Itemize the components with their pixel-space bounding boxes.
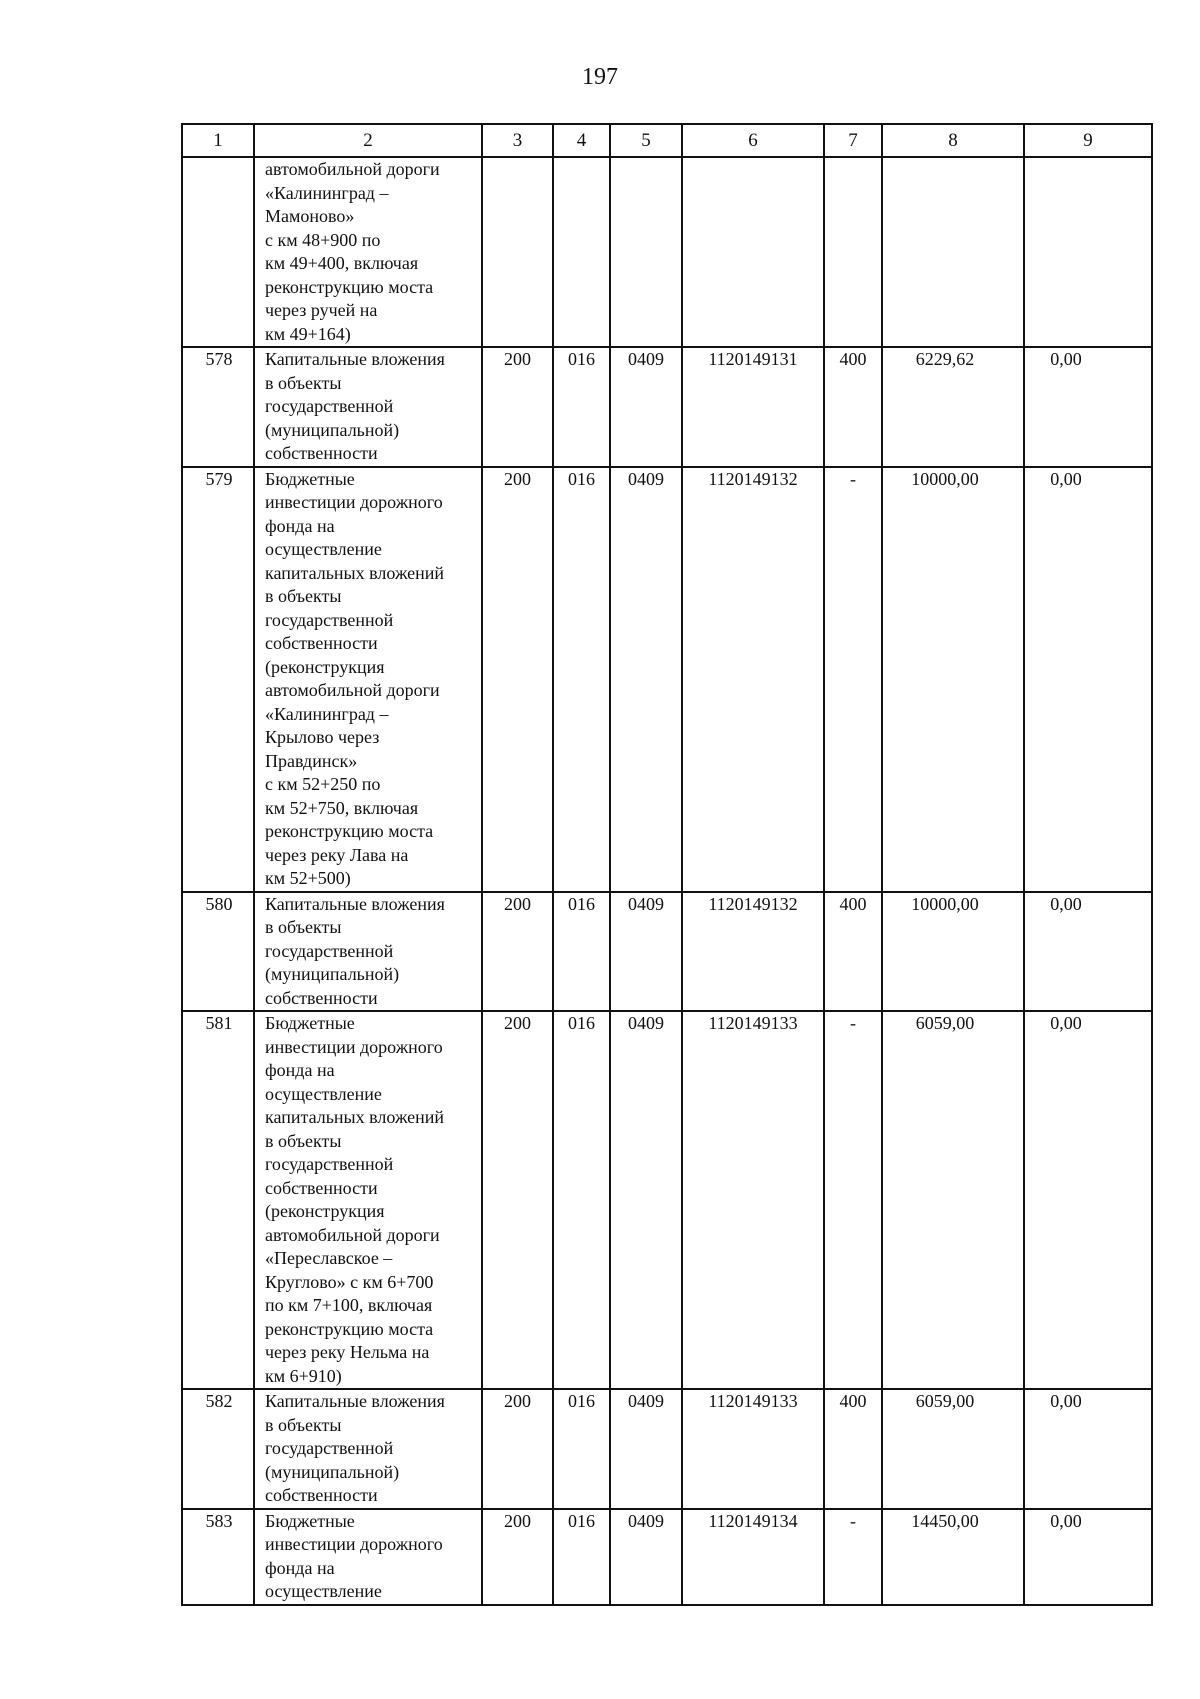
cell-col7: - bbox=[824, 1509, 882, 1605]
cell-col5: 0409 bbox=[610, 1389, 682, 1509]
cell-col7: 400 bbox=[824, 347, 882, 467]
cell-col7: - bbox=[824, 467, 882, 892]
cell-col8: 6229,62 bbox=[882, 347, 1024, 467]
cell-col4: 016 bbox=[553, 347, 610, 467]
row-description bbox=[254, 1011, 482, 1389]
page-number: 197 bbox=[582, 64, 618, 90]
cell-col3 bbox=[482, 157, 553, 347]
description-text: автомобильной дороги «Калининград – Мамоново» с км 48+900 по км 49+400, включая реконструкцию моста через ручей на км 49+164) bbox=[265, 159, 440, 344]
column-header: 3 bbox=[482, 124, 553, 157]
column-header: 1 bbox=[182, 124, 254, 157]
cell-col9: 0,00 bbox=[1024, 1389, 1152, 1509]
cell-col8: 14450,00 bbox=[882, 1509, 1024, 1605]
table-row bbox=[182, 157, 1152, 347]
cell-col5: 0409 bbox=[610, 347, 682, 467]
description-text: Бюджетные инвестиции дорожного фонда на осуществление bbox=[265, 1510, 443, 1601]
cell-col6: 1120149133 bbox=[682, 1011, 824, 1389]
row-number: 578 bbox=[182, 347, 254, 467]
description-text: Капитальные вложения в объекты государственной (муниципальной) собственности bbox=[265, 349, 445, 463]
cell-col3: 200 bbox=[482, 1011, 553, 1389]
cell-col9 bbox=[1024, 157, 1152, 347]
row-number: 581 bbox=[182, 1011, 254, 1389]
column-header: 9 bbox=[1024, 124, 1152, 157]
cell-col4: 016 bbox=[553, 892, 610, 1012]
cell-col4: 016 bbox=[553, 1011, 610, 1389]
cell-col6: 1120149134 bbox=[682, 1509, 824, 1605]
cell-col8: 10000,00 bbox=[882, 467, 1024, 892]
budget-table bbox=[181, 123, 1153, 1606]
column-header: 4 bbox=[553, 124, 610, 157]
cell-col7: - bbox=[824, 1011, 882, 1389]
cell-col6: 1120149132 bbox=[682, 892, 824, 1012]
row-number: 582 bbox=[182, 1389, 254, 1509]
column-header: 5 bbox=[610, 124, 682, 157]
cell-col8: 6059,00 bbox=[882, 1011, 1024, 1389]
row-number: 579 bbox=[182, 467, 254, 892]
cell-col6: 1120149133 bbox=[682, 1389, 824, 1509]
cell-col3: 200 bbox=[482, 1389, 553, 1509]
cell-col9: 0,00 bbox=[1024, 347, 1152, 467]
table-header-row bbox=[182, 124, 1152, 157]
description-text: Бюджетные инвестиции дорожного фонда на осуществление капитальных вложений в объекты государственной собственности (реконструкция автомобильной дороги «Калининград – Крылово через Правдинск» с км 52+250 по км 52+750, включая реконструкцию моста через реку Лава на км 52+500) bbox=[265, 468, 445, 888]
table-row bbox=[182, 892, 1152, 1012]
row-description bbox=[254, 467, 482, 892]
cell-col8 bbox=[882, 157, 1024, 347]
cell-col4 bbox=[553, 157, 610, 347]
cell-col7: 400 bbox=[824, 1389, 882, 1509]
description-text: Бюджетные инвестиции дорожного фонда на осуществление капитальных вложений в объекты государственной собственности (реконструкция автомобильной дороги «Переславское – Круглово» с км 6+700 по км 7+100, включая реконструкцию моста через реку Нельма на км 6+910) bbox=[265, 1013, 445, 1386]
table-row bbox=[182, 1389, 1152, 1509]
cell-col9: 0,00 bbox=[1024, 467, 1152, 892]
cell-col6: 1120149131 bbox=[682, 347, 824, 467]
column-header: 2 bbox=[254, 124, 482, 157]
row-description bbox=[254, 1389, 482, 1509]
cell-col3: 200 bbox=[482, 1509, 553, 1605]
cell-col3: 200 bbox=[482, 467, 553, 892]
table-row bbox=[182, 467, 1152, 892]
table-row bbox=[182, 347, 1152, 467]
cell-col9: 0,00 bbox=[1024, 1011, 1152, 1389]
row-description bbox=[254, 1509, 482, 1605]
cell-col3: 200 bbox=[482, 347, 553, 467]
cell-col3: 200 bbox=[482, 892, 553, 1012]
cell-col9: 0,00 bbox=[1024, 1509, 1152, 1605]
description-text: Капитальные вложения в объекты государственной (муниципальной) собственности bbox=[265, 893, 445, 1008]
cell-col7: 400 bbox=[824, 892, 882, 1012]
description-text: Капитальные вложения в объекты государственной (муниципальной) собственности bbox=[265, 1391, 445, 1505]
cell-col5: 0409 bbox=[610, 467, 682, 892]
column-header: 6 bbox=[682, 124, 824, 157]
cell-col5: 0409 bbox=[610, 1509, 682, 1605]
cell-col6 bbox=[682, 157, 824, 347]
cell-col9: 0,00 bbox=[1024, 892, 1152, 1012]
column-header: 7 bbox=[824, 124, 882, 157]
cell-col5: 0409 bbox=[610, 892, 682, 1012]
cell-col8: 6059,00 bbox=[882, 1389, 1024, 1509]
cell-col4: 016 bbox=[553, 1509, 610, 1605]
cell-col7 bbox=[824, 157, 882, 347]
row-description bbox=[254, 892, 482, 1012]
cell-col8: 10000,00 bbox=[882, 892, 1024, 1012]
column-header: 8 bbox=[882, 124, 1024, 157]
table-row bbox=[182, 1509, 1152, 1605]
row-number bbox=[182, 157, 254, 347]
table-row bbox=[182, 1011, 1152, 1389]
row-number: 580 bbox=[182, 892, 254, 1012]
cell-col5 bbox=[610, 157, 682, 347]
row-number: 583 bbox=[182, 1509, 254, 1605]
row-description bbox=[254, 157, 482, 347]
row-description bbox=[254, 347, 482, 467]
cell-col5: 0409 bbox=[610, 1011, 682, 1389]
cell-col6: 1120149132 bbox=[682, 467, 824, 892]
cell-col4: 016 bbox=[553, 467, 610, 892]
cell-col4: 016 bbox=[553, 1389, 610, 1509]
